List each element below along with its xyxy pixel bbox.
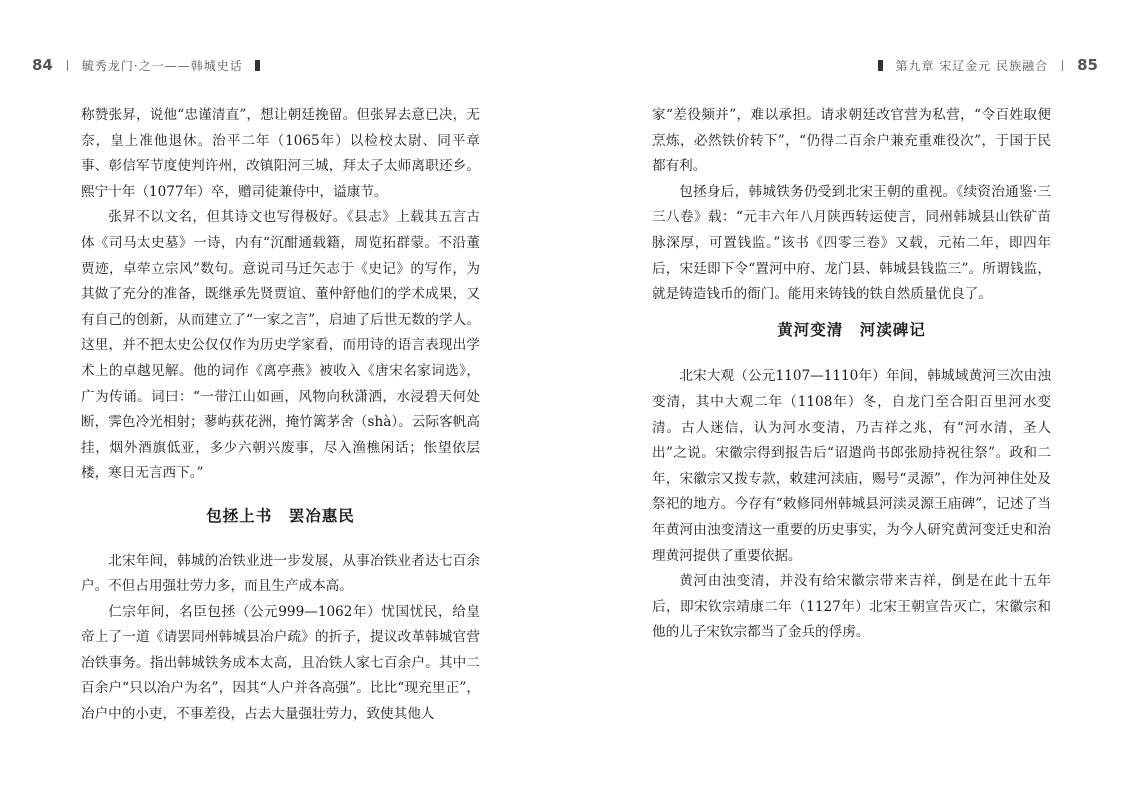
paragraph: 包拯身后，韩城铁务仍受到北宋王朝的重视。《续资治通鉴·三三八卷》载：“元丰六年八月陕西转运使言，同州韩城县山铁矿苗脉深厚，可置钱监。”该书《四零三卷》又载，元祐二年，即四年后，宋廷即下令“置河中府、龙门县、韩城县钱监三”。所谓钱监，就是铸造钱币的衙门。能用来铸钱的铁自然质量优良了。 <box>652 183 1051 303</box>
paragraph: 北宋年间，韩城的冶铁业进一步发展，从事冶铁业者达七百余户。不但占用强壮劳力多，而且生产成本高。 <box>81 552 480 595</box>
paragraph: 北宋大观（公元1107—1110年）年间，韩城域黄河三次由浊变清，其中大观二年（1108年）冬，自龙门至合阳百里河水变清。古人迷信，认为河水变清，乃吉祥之兆，有“河水清，圣人出”之说。宋徽宗得到报告后“诏遣尚书郎张励持祝往祭”。政和二年，宋徽宗又拨专款，敕建河渎庙，赐号“灵源”，作为河神住处及祭祀的地方。今存有“敕修同州韩城县河渎灵源王庙碑”，记述了当年黄河由浊变清这一重要的历史事实，为今人研究黄河变迁史和治理黄河提供了重要依据。 <box>652 368 1051 564</box>
paragraph: 称赞张昇，说他“忠谨清直”，想让朝廷挽留。但张昇去意已决，无奈，皇上准他退休。治平二年（1065年）以检校太尉、同平章事、彰信军节度使判许州，改镇阳河三城，拜太子太师离职还乡。熙宁十年（1077年）卒，赠司徒兼侍中，谥康节。 <box>81 107 480 200</box>
right-page <box>566 0 1132 799</box>
left-body-text <box>81 103 480 728</box>
header-divider <box>1062 60 1063 71</box>
header-block-mark <box>255 60 260 71</box>
left-header-title: 毓秀龙门·之一——韩城史话 <box>81 58 243 73</box>
left-page-number: 84 <box>32 56 53 74</box>
header-divider <box>67 60 68 71</box>
paragraph: 仁宗年间，名臣包拯（公元999—1062年）忧国忧民，给皇帝上了一道《请罢同州韩城县冶户疏》的折子，提议改革韩城官营冶铁事务。指出韩城铁务成本太高，且冶铁人家七百余户。其中二百余户“只以冶户为名”，因其“人户并各高强”。比比“现充里正”，冶户中的小吏，不事差役，占去大量强壮劳力，致使其他人 <box>81 603 480 723</box>
paragraph: 黄河由浊变清，并没有给宋徽宗带来吉祥，倒是在此十五年后，即宋钦宗靖康二年（1127年）北宋王朝宣告灭亡，宋徽宗和他的儿子宋钦宗都当了金兵的俘虏。 <box>652 573 1051 641</box>
paragraph: 张昇不以文名，但其诗文也写得极好。《县志》上载其五言古体《司马太史墓》一诗，内有“沉酣通载籍，周览拓群蒙。不沿董贾迹，卓荦立宗风”数句。意说司马迁矢志于《史记》的写作，为其做了充分的准备，既继承先贤贾谊、董仲舒他们的学术成果，又有自己的创新，从而建立了“一家之言”，启迪了后世无数的学人。这里，并不把太史公仅仅作为历史学家看，而用诗的语言表现出学术上的卓越见解。他的词作《离亭燕》被收入《唐宋名家词选》，广为传诵。词曰：“一带江山如画，风物向秋潇洒，水浸碧天何处断，霁色冷光相射；蓼屿荻花洲，掩竹篱茅舍（shà）。云际客帆高挂，烟外酒旗低亚，多少六朝兴废事，尽入渔樵闲话；怅望依层楼，寒日无言西下。” <box>81 209 480 482</box>
section-heading: 黄河变清 河渎碑记 <box>777 319 926 339</box>
paragraph: 家“差役频并”，难以承担。请求朝廷改官营为私营，“令百姓取便烹炼，必然铁价转下”，“仍得二百余户兼充重难役次”，于国于民都有利。 <box>652 107 1051 175</box>
right-header-title: 第九章 宋辽金元 民族融合 <box>895 58 1049 73</box>
left-running-header <box>32 54 272 76</box>
section-heading: 包拯上书 罢冶惠民 <box>206 505 355 525</box>
right-running-header <box>866 54 1098 76</box>
right-page-number: 85 <box>1077 56 1098 74</box>
right-body-text <box>652 103 1051 646</box>
header-block-mark <box>878 60 883 71</box>
